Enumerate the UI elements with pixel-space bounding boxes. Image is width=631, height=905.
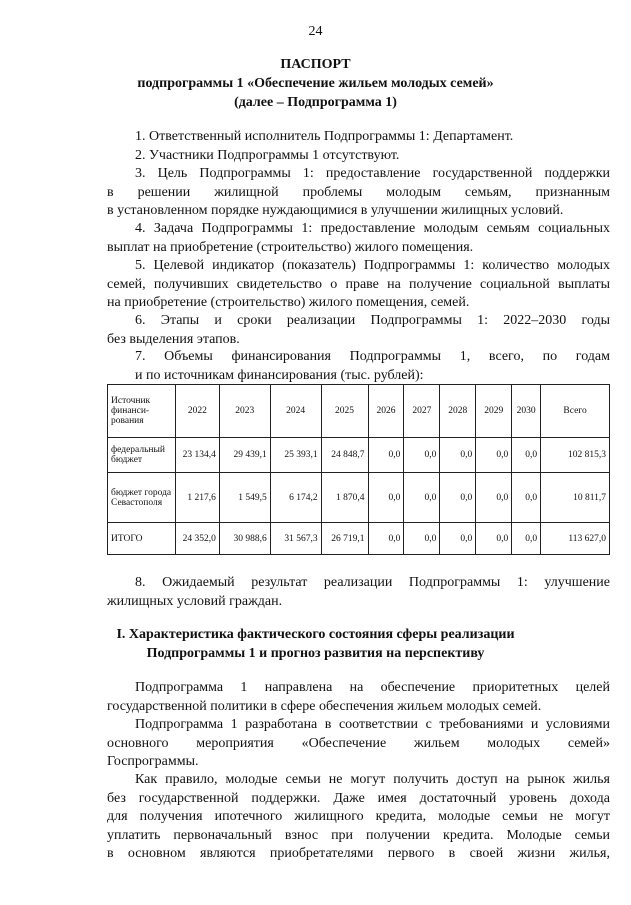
section-paragraph-1: Подпрограмма 1 направлена на обеспечение приоритетных целей государственной политики в сфере обеспечения жильем молодых семей. bbox=[107, 680, 610, 714]
table-cell: 6 174,2 bbox=[270, 473, 321, 523]
table-cell: 1 870,4 bbox=[321, 473, 368, 523]
table-cell: 0,0 bbox=[404, 473, 440, 523]
header-cell: 2026 bbox=[368, 385, 404, 438]
table-cell: 31 567,3 bbox=[270, 523, 321, 555]
table-row bbox=[108, 473, 610, 523]
table-row-total bbox=[108, 523, 610, 555]
section-paragraph-2: Подпрограмма 1 разработана в соответствии с требованиями и условиями основного мероприятия «Обеспечение жильем молодых семей» Госпрограммы. bbox=[107, 717, 610, 769]
table-cell: 24 352,0 bbox=[175, 523, 219, 555]
table-cell: 23 134,4 bbox=[175, 438, 219, 473]
row-label-cell: федеральный бюджет bbox=[108, 438, 176, 473]
table-header-row bbox=[108, 385, 610, 438]
page-number: 24 bbox=[308, 24, 323, 39]
financing-table bbox=[107, 384, 610, 555]
table-cell: 30 988,6 bbox=[219, 523, 270, 555]
table-cell: 0,0 bbox=[440, 523, 476, 555]
table-cell: 0,0 bbox=[404, 523, 440, 555]
table-cell: 113 627,0 bbox=[541, 523, 610, 555]
passport-subtitle-line2: (далее – Подпрограмма 1) bbox=[234, 95, 397, 110]
table-cell: 0,0 bbox=[368, 523, 404, 555]
table-cell: 25 393,1 bbox=[270, 438, 321, 473]
table-cell: 24 848,7 bbox=[321, 438, 368, 473]
item-3: 3. Цель Подпрограммы 1: предоставление государственной поддержки в решении жилищной проблемы молодым семьям, признанным в установленном порядке нуждающимися в улучшении жилищных условий. bbox=[107, 166, 610, 218]
row-label-cell: бюджет города Севастополя bbox=[108, 473, 176, 523]
table-cell: 0,0 bbox=[368, 473, 404, 523]
table-cell: 102 815,3 bbox=[541, 438, 610, 473]
row-label-cell: ИТОГО bbox=[108, 523, 176, 555]
section-heading-line1: I. Характеристика фактического состояния сферы реализации bbox=[116, 627, 515, 642]
table-cell: 0,0 bbox=[368, 438, 404, 473]
header-cell: Источник финанси-рования bbox=[108, 385, 176, 438]
item-1: 1. Ответственный исполнитель Подпрограммы 1: Департамент. bbox=[135, 129, 514, 144]
header-cell: 2025 bbox=[321, 385, 368, 438]
table-cell: 0,0 bbox=[512, 473, 541, 523]
header-cell: 2023 bbox=[219, 385, 270, 438]
table-cell: 10 811,7 bbox=[541, 473, 610, 523]
header-cell: 2024 bbox=[270, 385, 321, 438]
table-cell: 0,0 bbox=[440, 473, 476, 523]
item-8: 8. Ожидаемый результат реализации Подпрограммы 1: улучшение жилищных условий граждан. bbox=[107, 575, 610, 609]
header-cell: Всего bbox=[541, 385, 610, 438]
passport-subtitle-line1: подпрограммы 1 «Обеспечение жильем молодых семей» bbox=[137, 76, 494, 91]
table-cell: 0,0 bbox=[476, 473, 512, 523]
item-5: 5. Целевой индикатор (показатель) Подпрограммы 1: количество молодых семей, получивших свидетельство о праве на получение социальной выплаты на приобретение (строительство) жилого помещения, семей. bbox=[107, 258, 610, 310]
section-heading-line2: Подпрограммы 1 и прогноз развития на перспективу bbox=[146, 646, 485, 661]
header-cell: 2030 bbox=[512, 385, 541, 438]
table-cell: 29 439,1 bbox=[219, 438, 270, 473]
section-paragraph-3: Как правило, молодые семьи не могут получить доступ на рынок жилья без государственной поддержки. Даже имея достаточный уровень дохода для получения ипотечного жилищного кредита, молодые семьи не могут уплатить первоначальный взнос при получении кредита. Молодые семьи в основном являются приобретателями первого в своей жизни жилья, bbox=[107, 772, 610, 861]
table-cell: 0,0 bbox=[512, 438, 541, 473]
table-cell: 0,0 bbox=[512, 523, 541, 555]
table-cell: 0,0 bbox=[476, 523, 512, 555]
header-cell: 2022 bbox=[175, 385, 219, 438]
item-7: 7. Объемы финансирования Подпрограммы 1, всего, по годам и по источникам финансирования (тыс. рублей): bbox=[135, 349, 610, 383]
table-cell: 0,0 bbox=[440, 438, 476, 473]
item-4: 4. Задача Подпрограммы 1: предоставление молодым семьям социальных выплат на приобретение (строительство) жилого помещения. bbox=[107, 221, 610, 255]
table-row bbox=[108, 438, 610, 473]
table-cell: 1 217,6 bbox=[175, 473, 219, 523]
table-cell: 0,0 bbox=[404, 438, 440, 473]
table-cell: 1 549,5 bbox=[219, 473, 270, 523]
header-cell: 2028 bbox=[440, 385, 476, 438]
passport-title: ПАСПОРТ bbox=[280, 57, 351, 72]
item-6: 6. Этапы и сроки реализации Подпрограммы 1: 2022–2030 годы без выделения этапов. bbox=[107, 313, 610, 347]
table-cell: 0,0 bbox=[476, 438, 512, 473]
header-cell: 2027 bbox=[404, 385, 440, 438]
header-cell: 2029 bbox=[476, 385, 512, 438]
table-cell: 26 719,1 bbox=[321, 523, 368, 555]
item-2: 2. Участники Подпрограммы 1 отсутствуют. bbox=[135, 148, 400, 163]
